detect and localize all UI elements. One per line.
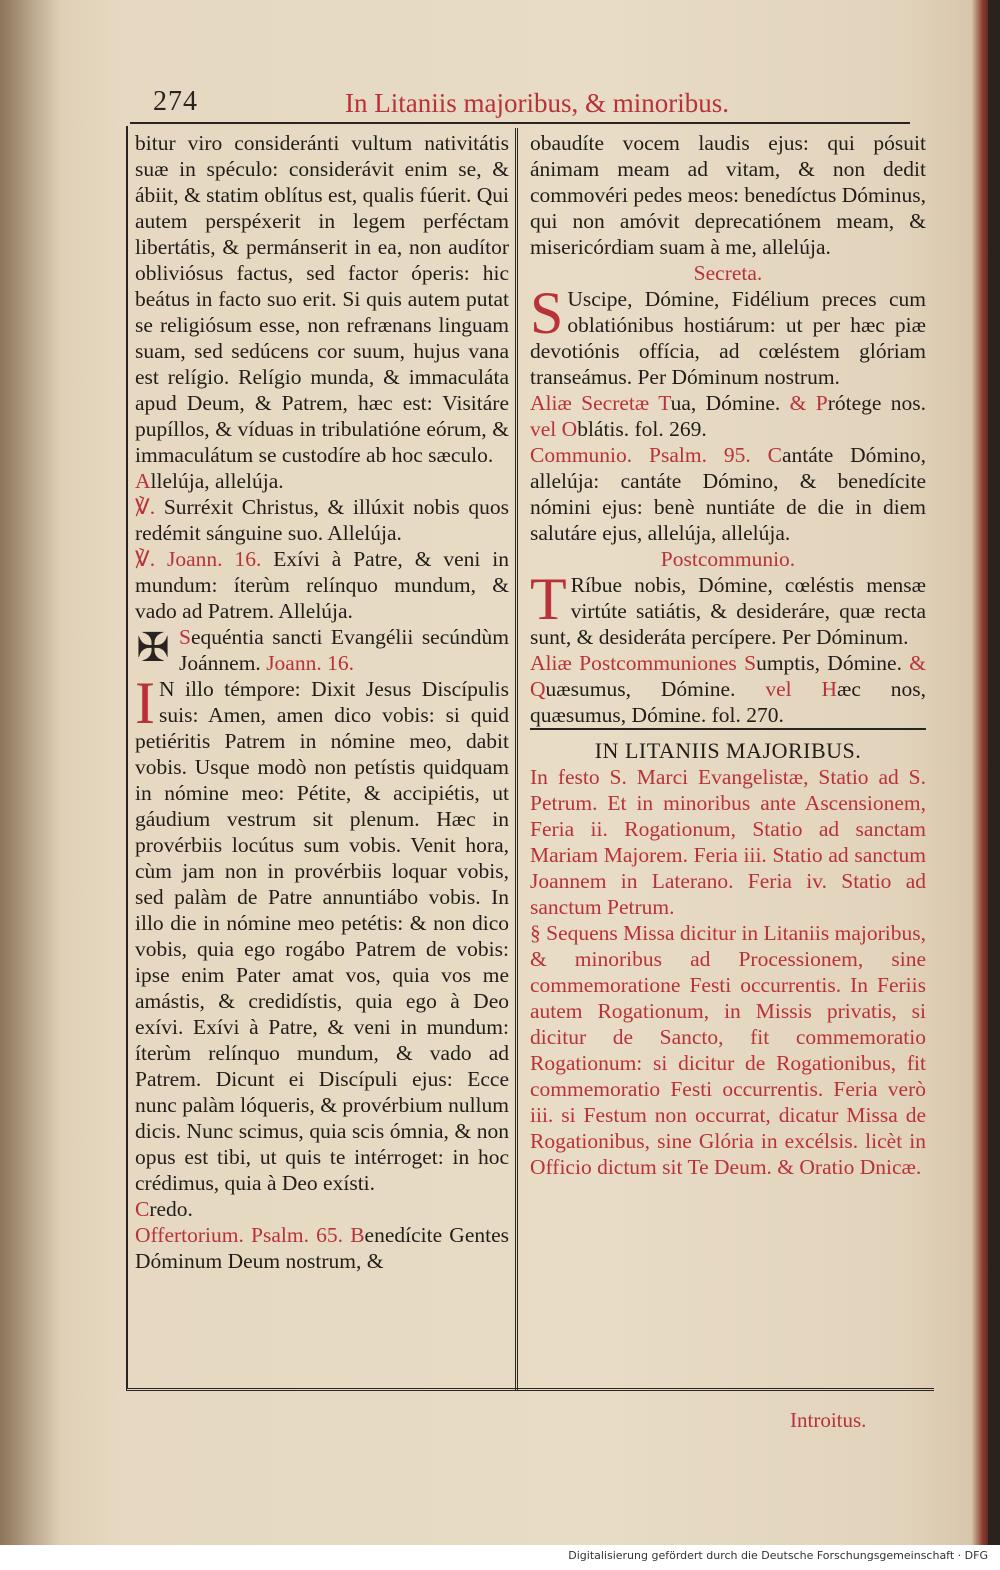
postcommunio-text: T Ríbue nobis, Dómine, cœléstis mensæ virtúte satiátis, & desideráre, quæ recta sunt, & desideráta percípere. Per Dóminum. bbox=[530, 566, 926, 649]
aliae-postcommuniones: Aliæ Postcommuniones Sumptis, Dómine. & Quæsumus, Dómine. vel Hæc nos, quæsumus, Dómine. fol. 270. bbox=[530, 651, 927, 727]
section-heading: IN LITANIIS MAJORIBUS. bbox=[530, 728, 926, 764]
secreta-heading: Secreta. bbox=[693, 261, 763, 285]
versicle-1: ℣. Surréxit Christus, & illúxit nobis quos redémit sánguine suo. Allelúja. bbox=[135, 495, 509, 545]
page-edge bbox=[972, 0, 988, 1545]
sequentia-heading: ✠ Sequéntia sancti Evangélii secúndùm Joánnem. Joann. 16. bbox=[136, 625, 509, 675]
offertorium-continued: obaudíte vocem laudis ejus: qui pósuit ánimam meam ad vitam, & non dedit commovéri pedes meos: benedíctus Dóminus, qui non amóvit deprecatiónem meam, & misericórdiam suam à me, allelúja. bbox=[530, 131, 926, 259]
alleluia: Allelúja, allelúja. bbox=[135, 469, 284, 493]
versicle-2: ℣. Joann. 16. Exívi à Patre, & veni in mundum: íterùm relínquo mundum, & vado ad Patrem. Allelúja. bbox=[135, 547, 510, 623]
running-title: In Litaniis majoribus, & minoribus. bbox=[345, 88, 729, 118]
rubric-instructions: § Sequens Missa dicitur in Litaniis majoribus, & minoribus ad Processionem, sine commemoratione Festi occurrentis. In Feriis autem Rogationum, in Missis privatis, si dicitur de Sancto, fit commemoratio Rogationum: si dicitur de Rogationibus, fit commemoratio Festi occurrentis. Feria verò iii. si Festum non occurrat, dicatur Missa de Rogationibus, sine Glória in excélsis. licèt in Officio dictum sit Te Deum. & Oratio Dnicæ. bbox=[530, 921, 926, 1179]
aliae-secretae: Aliæ Secretæ Tua, Dómine. & Prótege nos. vel Oblátis. fol. 269. bbox=[530, 391, 927, 441]
offertorium: Offertorium. Psalm. 65. Benedícite Gentes Dóminum Deum nostrum, & bbox=[135, 1223, 509, 1273]
catchword: Introitus. bbox=[790, 1408, 867, 1432]
page-number: 274 bbox=[153, 86, 198, 117]
column-divider bbox=[515, 128, 518, 1390]
footer-credit: Digitalisierung gefördert durch die Deutsche Forschungsgemeinschaft · DFG bbox=[568, 1549, 988, 1562]
rubric-stations: In festo S. Marci Evangelistæ, Statio ad S. Petrum. Et in minoribus ante Ascensionem, Feria ii. Rogationum, Statio ad sanctam Mariam Majorem. Feria iii. Statio ad sanctum Joannem in Laterano. Feria iv. Statio ad sanctum Petrum. bbox=[530, 765, 926, 919]
digitization-footer bbox=[0, 1545, 1000, 1570]
epistle-text: bitur viro consideránti vultum nativitátis suæ in spéculo: considerávit enim se, & ábiit, & statim oblítus est, qualis fúerit. Qui autem perspéxerit in legem perféctam libertátis, & permánserit in ea, non audítor obliviósus factus, sed factor óperis: hic beátus in facto suo erit. Si quis autem putat se religiósum esse, non refrænans linguam suam, sed sedúcens cor suum, hujus vana est relígio. Relígio munda, & immaculáta apud Deum, & Patrem, hæc est: Visitáre pupíllos, & víduas in tribulatióne eórum, & immaculátum se custodíre ab hoc sæculo. bbox=[135, 131, 509, 467]
gospel-text: I N illo témpore: Dixit Jesus Discípulis suis: Amen, amen dico vobis: si quid petiéritis Patrem in nómine meo, dabit vobis. Usque modò non petístis quidquam in nómine meo: Pétite, & accipiétis, ut gáudium vestrum sit plenum. Hæc in provérbiis locútus sum vobis. Venit hora, cùm jam non in provérbiis loquar vobis, sed palàm de Patre annuntiábo vobis. In illo die in nómine meo petétis: & non dico vobis, quia ego rogábo Patrem de vobis: ipse enim Pater amat vos, quia vos me amástis, & credidístis, quia ego à Deo exívi. Exívi à Patre, & veni in mundum: íterùm relínquo mundum, & vado ad Patrem. Dicunt ei Discípuli ejus: Ecce nunc palàm lóqueris, & provérbium nullum dicis. Nunc scimus, quia scis ómnia, & non opus est tibi, ut quis te intérroget: in hoc crédimus, quia à Deo exísti. bbox=[135, 670, 509, 1195]
left-column bbox=[135, 130, 509, 1274]
credo: Credo. bbox=[135, 1197, 193, 1221]
header-rule bbox=[130, 122, 910, 124]
secreta-text: S Uscipe, Dómine, Fidélium preces cum oblatiónibus hostiárum: ut per hæc piæ devotiónis offícia, ad cœléstem glóriam transeámus. Per Dóminum nostrum. bbox=[530, 280, 926, 389]
cross-ornament-icon: ✠ bbox=[136, 625, 170, 670]
postcommunio-heading: Postcommunio. bbox=[660, 547, 796, 571]
running-header bbox=[130, 86, 930, 126]
communio: Communio. Psalm. 95. Cantáte Dómino, allelúja: cantáte Dómino, & benedícite nómini ejus: benè nuntiáte de die in diem salutáre ejus, allelúja, allelúja. bbox=[530, 443, 927, 545]
right-column bbox=[530, 130, 926, 1180]
